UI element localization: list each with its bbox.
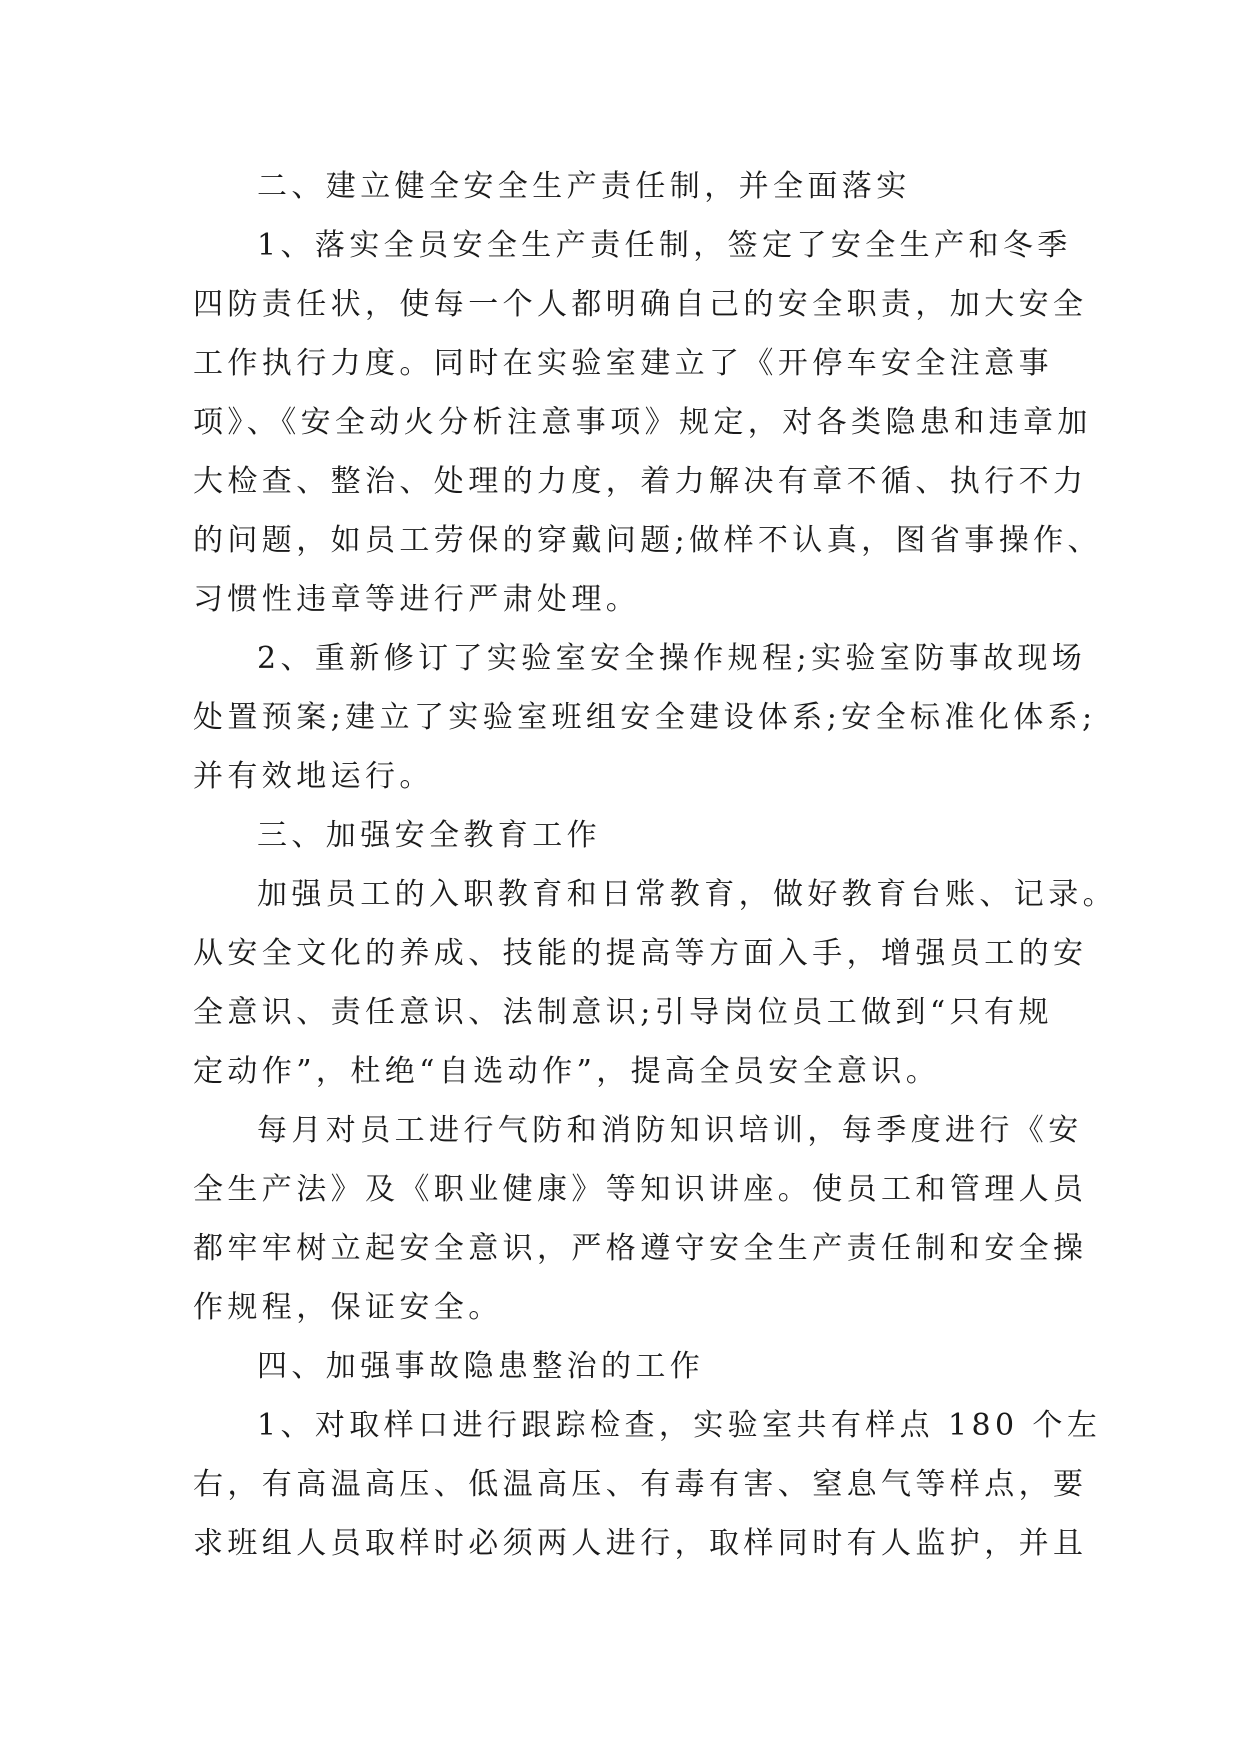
text-line: 习惯性违章等进行严肃处理。	[193, 582, 641, 617]
text-line: 右，有高温高压、低温高压、有毒有害、窒息气等样点，要	[193, 1467, 1088, 1502]
text-line: 作规程，保证安全。	[193, 1290, 503, 1325]
text-line: 加强员工的入职教育和日常教育，做好教育台账、记录。	[257, 877, 1117, 912]
text-line: 1、落实全员安全生产责任制，签定了安全生产和冬季	[257, 228, 1072, 263]
text-line: 项》、《安全动火分析注意事项》规定，对各类隐患和违章加	[193, 405, 1092, 440]
text-line: 定动作”，杜绝“自选动作”，提高全员安全意识。	[193, 1054, 941, 1089]
text-line: 都牢牢树立起安全意识，严格遵守安全生产责任制和安全操	[193, 1231, 1088, 1266]
text-line: 全意识、责任意识、法制意识;引导岗位员工做到“只有规	[193, 995, 1053, 1030]
text-line: 三、加强安全教育工作	[257, 818, 601, 853]
text-line: 的问题，如员工劳保的穿戴问题;做样不认真，图省事操作、	[193, 523, 1102, 558]
text-line: 全生产法》及《职业健康》等知识讲座。使员工和管理人员	[193, 1172, 1088, 1207]
text-line: 每月对员工进行气防和消防知识培训，每季度进行《安	[257, 1113, 1083, 1148]
text-line: 2、重新修订了实验室安全操作规程;实验室防事故现场	[257, 641, 1087, 676]
text-line: 工作执行力度。同时在实验室建立了《开停车安全注意事	[193, 346, 1053, 381]
text-line: 处置预案;建立了实验室班组安全建设体系;安全标准化体系;	[193, 700, 1097, 735]
text-line: 求班组人员取样时必须两人进行，取样同时有人监护，并且	[193, 1526, 1088, 1561]
text-line: 四防责任状，使每一个人都明确自己的安全职责，加大安全	[193, 287, 1088, 322]
text-line: 四、加强事故隐患整治的工作	[257, 1349, 705, 1384]
text-line: 从安全文化的养成、技能的提高等方面入手，增强员工的安	[193, 936, 1088, 971]
document-body	[193, 157, 1117, 1573]
text-line: 1、对取样口进行跟踪检查，实验室共有样点 180 个左	[257, 1408, 1102, 1443]
text-line: 并有效地运行。	[193, 759, 434, 794]
text-line: 大检查、整治、处理的力度，着力解决有章不循、执行不力	[193, 464, 1088, 499]
text-line: 二、建立健全安全生产责任制，并全面落实	[257, 169, 911, 204]
